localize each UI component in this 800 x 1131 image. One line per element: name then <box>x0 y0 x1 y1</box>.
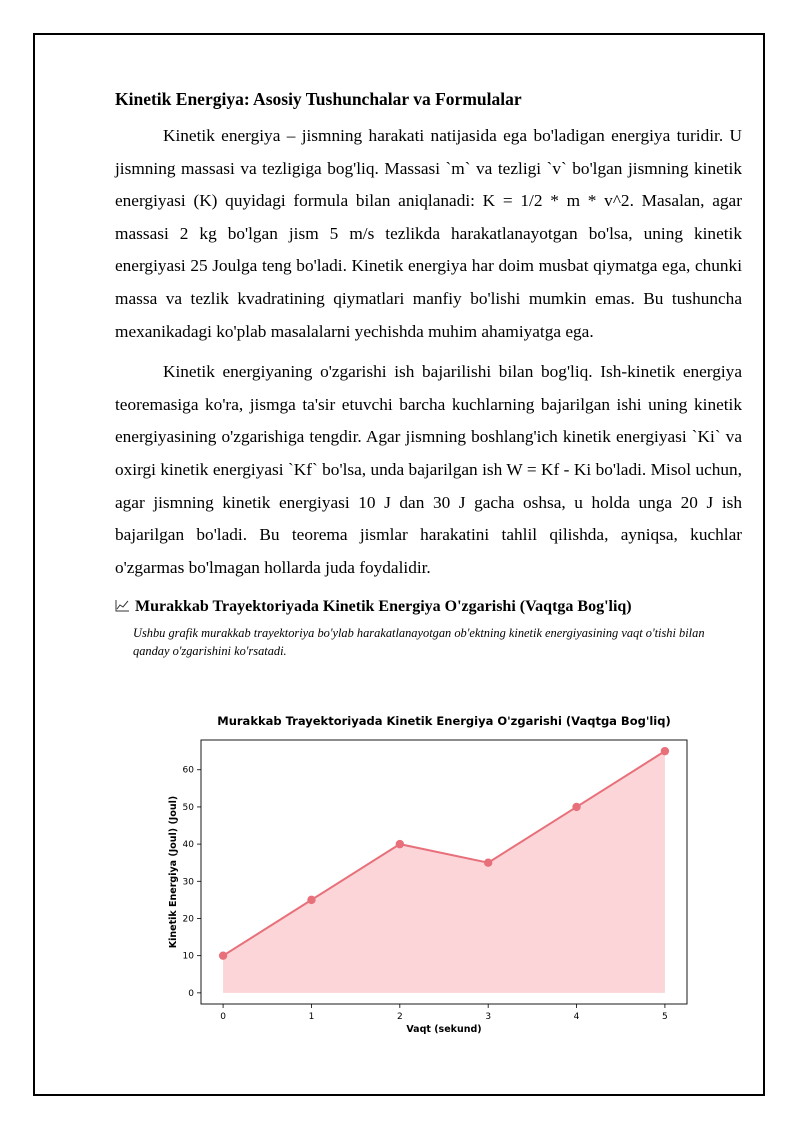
data-point <box>219 951 227 959</box>
y-tick-label: 0 <box>188 988 194 999</box>
data-point <box>572 803 580 811</box>
y-axis-label: Kinetik Energiya (Joul) (Joul) <box>168 795 179 949</box>
chart <box>160 708 700 1040</box>
paragraph-kinetic-energy-definition: Kinetik energiya – jismning harakati natijasida ega bo'ladigan energiya turidir. U jismning massasi va tezligiga bog'liq. Massasi `m` va tezligi `v` bo'lgan jismning kinetik energiyasi (K) quyidagi formula bilan aniqlanadi: K = 1/2 * m * v^2. Masalan, agar massasi 2 kg bo'lgan jism 5 m/s tezlikda harakatlanayotgan bo'lsa, uning kinetik energiyasi 25 Joulga teng bo'ladi. Kinetik energiya har doim musbat qiymatga ega, chunki massa va tezlik kvadratining qiymatlari manfiy bo'lishi mumkin emas. Bu tushuncha mexanikadagi ko'plab masalalarni yechishda muhim ahamiyatga ega. <box>115 126 742 341</box>
y-tick-label: 20 <box>182 914 194 925</box>
y-tick-label: 30 <box>182 877 194 888</box>
x-tick-label: 0 <box>220 1012 226 1022</box>
x-tick-label: 5 <box>662 1012 668 1022</box>
chart-heading-text: Murakkab Trayektoriyada Kinetik Energiya O'zgarishi (Vaqtga Bog'liq) <box>135 598 632 616</box>
data-point <box>396 840 404 848</box>
x-tick-label: 4 <box>573 1012 580 1022</box>
line-chart-icon <box>115 597 130 610</box>
chart-heading <box>115 596 742 618</box>
chart-svg <box>160 708 700 1040</box>
x-tick-label: 2 <box>396 1012 403 1022</box>
x-tick-label: 3 <box>485 1012 492 1022</box>
paragraph-work-energy-theorem: Kinetik energiyaning o'zgarishi ish bajarilishi bilan bog'liq. Ish-kinetik energiya teoremasiga ko'ra, jismga ta'sir etuvchi barcha kuchlarning bajarilgan ishi uning kinetik energiyasining o'zgarishiga tengdir. Agar jismning boshlang'ich kinetik energiyasi `Ki` va oxirgi kinetik energiyasi `Kf` bo'lsa, unda bajarilgan ish W = Kf - Ki bo'ladi. Misol uchun, agar jismning kinetik energiyasi 10 J dan 30 J gacha oshsa, u holda unga 20 J ish bajarilgan bo'ladi. Bu teorema jismlar harakatini tahlil qilishda, ayniqsa, kuchlar o'zgarmas bo'lmagan hollarda juda foydalidir. <box>115 362 742 577</box>
x-axis-label: Vaqt (sekund) <box>406 1024 482 1035</box>
document-title: Kinetik Energiya: Asosiy Tushunchalar va Formulalar <box>115 89 522 109</box>
data-point <box>484 859 492 867</box>
y-tick-label: 50 <box>182 802 194 813</box>
data-point <box>307 896 315 904</box>
data-point <box>661 747 669 755</box>
y-tick-label: 10 <box>182 951 194 962</box>
y-tick-label: 60 <box>182 765 194 776</box>
chart-caption: Ushbu grafik murakkab trayektoriya bo'ylab harakatlanayotgan ob'ektning kinetik energiyasining vaqt o'tishi bilan qanday o'zgarishini ko'rsatadi. <box>133 626 705 659</box>
y-tick-label: 40 <box>182 840 194 851</box>
chart-title: Murakkab Trayektoriyada Kinetik Energiya O'zgarishi (Vaqtga Bog'liq) <box>217 714 671 728</box>
x-tick-label: 1 <box>308 1012 315 1022</box>
series-area-fill <box>223 751 665 993</box>
document-body <box>115 84 742 660</box>
